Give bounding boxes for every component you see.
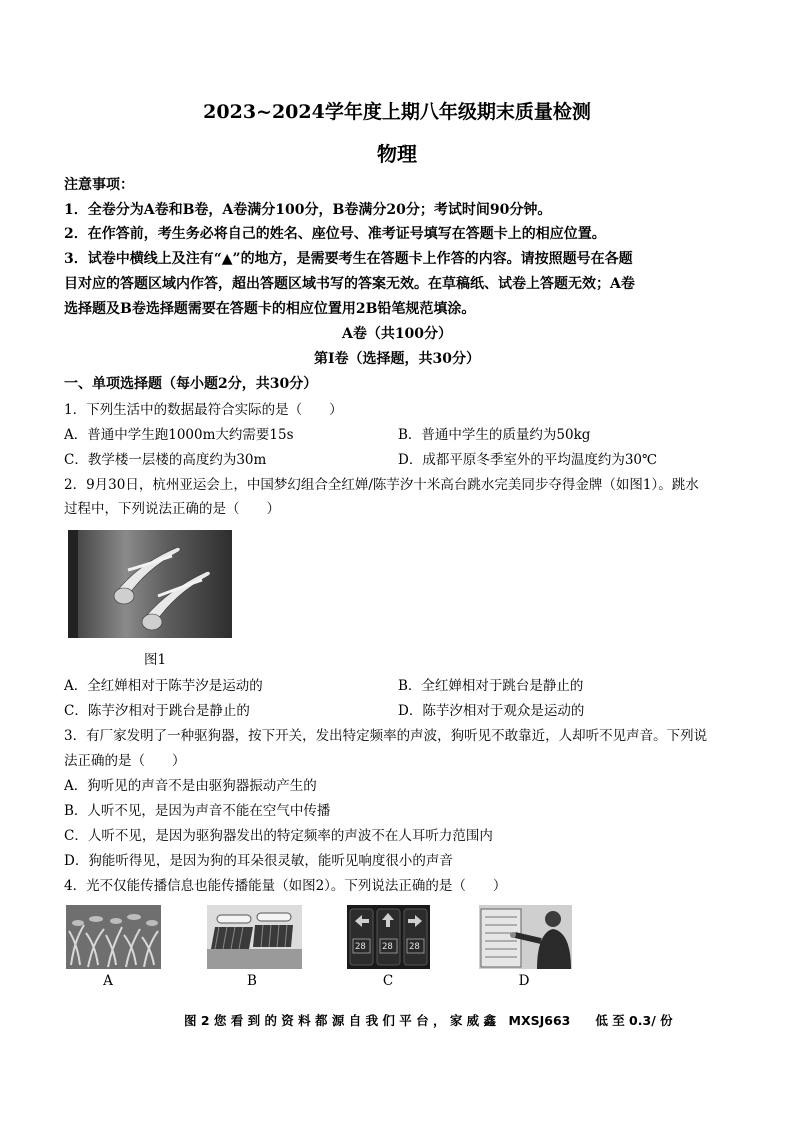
q2-stem-cont: 过程中，下列说法正确的是（ ） [64, 501, 280, 517]
notice-item-3-cont: 目对应的答题区域内作答，超出答题区域书写的答案无效。在草稿纸、试卷上答题无效；A卷 [64, 276, 635, 292]
figure2-caption-watermark: 图 2 您 看 到 的 资 料 都 源 自 我 们 平 台 ， 家 威 鑫 MXSJ663 低 至 0.3/ 份 [184, 1013, 673, 1028]
technician-photo [479, 905, 572, 969]
signal-countdown-left: 28 [355, 942, 366, 952]
q4-stem: 4．光不仅能传播信息也能传播能量（如图2）。下列说法正确的是（ ） [64, 878, 507, 894]
q1-option-d: D．成都平原冬季室外的平均温度约为30℃ [398, 452, 658, 468]
q1-option-a: A．普通中学生跑1000m大约需要15s [64, 427, 294, 443]
q2-option-d: D．陈芋汐相对于观众是运动的 [398, 703, 585, 719]
signal-countdown-right: 28 [409, 942, 420, 952]
figure2-label-b: B [247, 973, 257, 989]
q3-stem-cont: 法正确的是（ ） [64, 753, 186, 769]
part1-heading: 第Ⅰ卷（选择题，共30分） [313, 351, 481, 367]
figure2-label-d: D [518, 973, 530, 989]
q1-option-c: C．教学楼一层楼的高度约为30m [64, 452, 267, 468]
notice-item-2: 2．在作答前，考生务必将自己的姓名、座位号、准考证号填写在答题卡上的相应位置。 [64, 226, 606, 242]
section-heading: 一、单项选择题（每小题2分，共30分） [64, 376, 318, 392]
q3-option-d: D．狗能听得见，是因为狗的耳朵很灵敏，能听见响度很小的声音 [64, 853, 453, 869]
notice-item-3: 3．试卷中横线上及注有“▲”的地方，是需要考生在答题卡上作答的内容。请按照题号在各题 [64, 251, 633, 267]
q2-stem: 2．9月30日，杭州亚运会上，中国梦幻组合全红婵/陈芋汐十米高台跳水完美同步夺得金牌（如图1）。跳水 [64, 477, 699, 493]
signal-countdown-middle: 28 [382, 942, 393, 952]
q3-option-b: B．人听不见，是因为声音不能在空气中传播 [64, 803, 331, 819]
plants-photo [66, 905, 161, 969]
figure2-label-a: A [103, 973, 113, 989]
q1-option-b: B．普通中学生的质量约为50kg [398, 427, 591, 443]
notice-item-3-cont2: 选择题及B卷选择题需要在答题卡的相应位置用2B铅笔规范填涂。 [64, 301, 476, 317]
q2-option-b: B．全红婵相对于跳台是静止的 [398, 678, 584, 694]
q1-stem: 1．下列生活中的数据最符合实际的是（ ） [64, 402, 343, 418]
q2-option-a: A．全红婵相对于陈芋汐是运动的 [64, 678, 263, 694]
q3-stem: 3．有厂家发明了一种驱狗器，按下开关，发出特定频率的声波，狗听见不敢靠近，人却听不见声音。下列说 [64, 728, 708, 744]
exam-title: 2023~2024学年度上期八年级期末质量检测 [203, 101, 591, 123]
diving-photo [68, 530, 232, 638]
notice-item-1: 1．全卷分为A卷和B卷，A卷满分100分，B卷满分20分；考试时间90分钟。 [64, 202, 552, 218]
notice-heading: 注意事项： [64, 177, 134, 193]
figure1-caption: 图1 [143, 652, 167, 668]
figure2-label-c: C [382, 973, 394, 989]
subject-title: 物理 [377, 142, 417, 166]
a-volume-heading: A卷（共100分） [341, 326, 453, 342]
q2-option-c: C．陈芋汐相对于跳台是静止的 [64, 703, 250, 719]
solar-heater-photo [207, 905, 302, 969]
q3-option-c: C．人听不见，是因为驱狗器发出的特定频率的声波不在人耳听力范围内 [64, 828, 493, 844]
traffic-signal-photo [347, 905, 430, 969]
q3-option-a: A．狗听见的声音不是由驱狗器振动产生的 [64, 778, 317, 794]
